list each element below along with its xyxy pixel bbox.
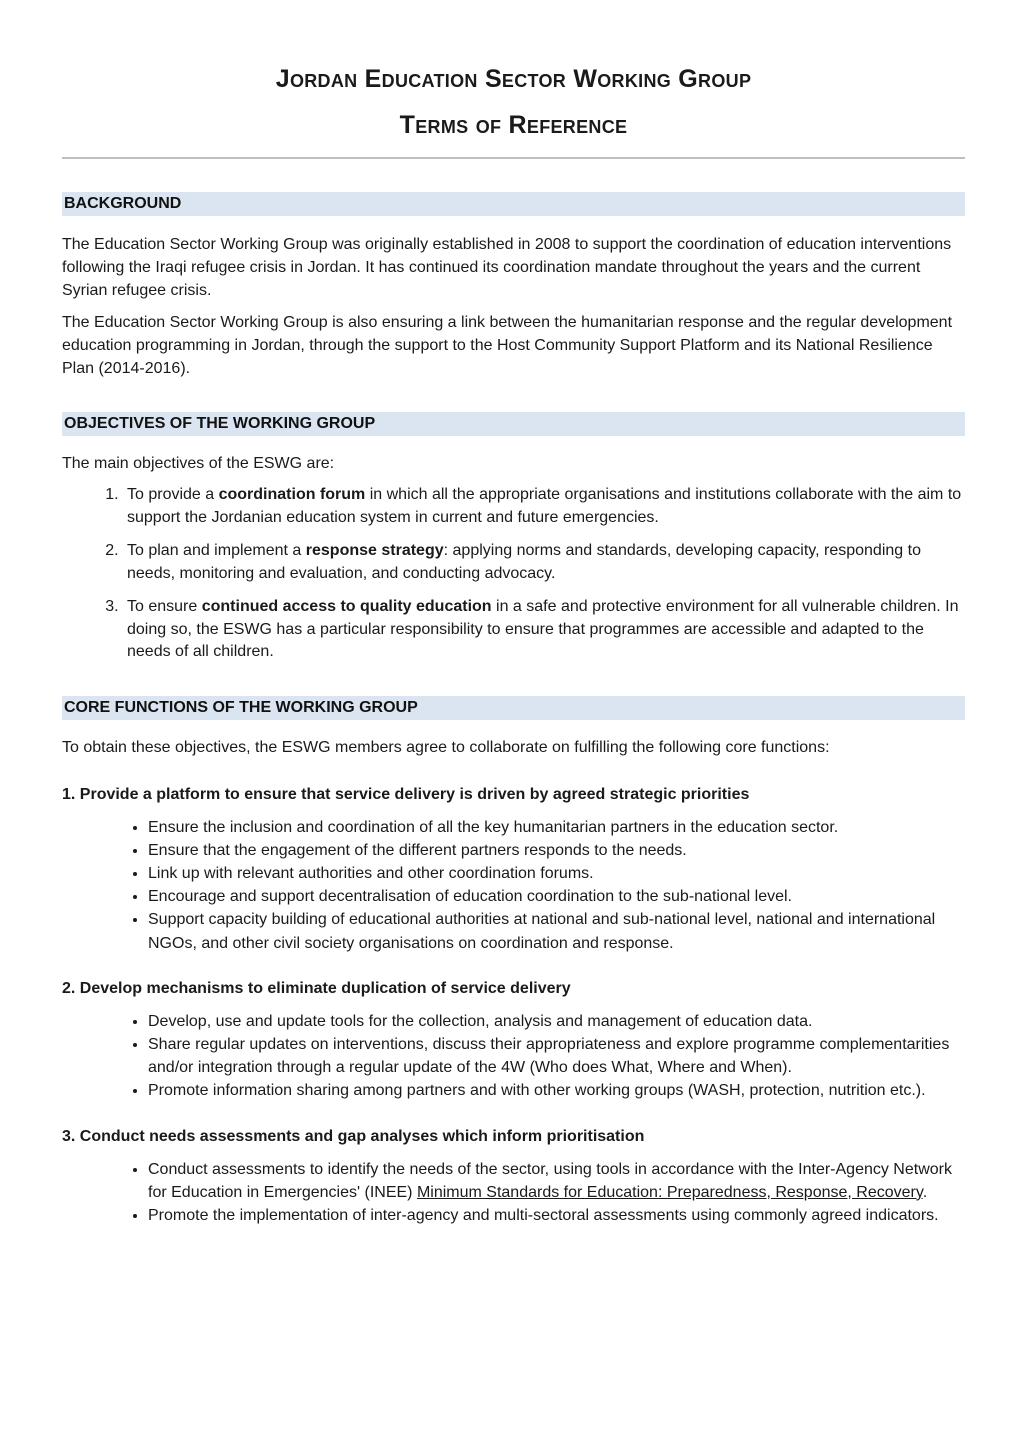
document-title: Jordan Education Sector Working Group: [275, 65, 752, 93]
core-function-3-list: [62, 1158, 965, 1228]
list-item: • Promote information sharing among partners and with other working groups (WASH, protection, nutrition etc.).: [148, 1079, 965, 1102]
objective-item: [123, 484, 965, 529]
objective-item: [123, 540, 965, 585]
core-function-1-list: [62, 816, 965, 955]
objective-bold-term: continued access to quality education: [201, 598, 492, 615]
objective-bold-term: response strategy: [305, 542, 444, 559]
objectives-list: [62, 484, 965, 664]
document-subtitle: Terms of Reference: [399, 111, 628, 139]
list-item: • Support capacity building of educational authorities at national and sub-national level, national and international NGOs, and other civil society organisations on coordination and response.: [148, 908, 965, 954]
list-item: • Encourage and support decentralisation of education coordination to the sub-national level.: [148, 885, 965, 908]
objectives-intro: The main objectives of the ESWG are:: [62, 455, 335, 472]
objective-text: To ensure: [127, 598, 202, 615]
list-item: [148, 1158, 965, 1204]
background-paragraph-1: The Education Sector Working Group was originally established in 2008 to support the coordination of education interventions following the Iraqi refugee crisis in Jordan. It has continued its coordination mandate throughout the years and the current Syrian refugee crisis.: [62, 236, 952, 299]
list-item: • Ensure that the engagement of the different partners responds to the needs.: [148, 839, 965, 862]
list-item: • Link up with relevant authorities and other coordination forums.: [148, 862, 965, 885]
list-item: • Promote the implementation of inter-agency and multi-sectoral assessments using commonly agreed indicators.: [148, 1204, 965, 1227]
core-function-2-title: 2. Develop mechanisms to eliminate duplication of service delivery: [62, 979, 571, 997]
background-paragraph-2: The Education Sector Working Group is also ensuring a link between the humanitarian response and the regular development education programming in Jordan, through the support to the Host Community Support Platform and its National Resilience Plan (2014-2016).: [62, 314, 953, 377]
list-item-text: .: [922, 1183, 928, 1201]
objective-text: To provide a: [127, 486, 219, 503]
objective-bold-term: coordination forum: [218, 486, 366, 503]
list-item: • Develop, use and update tools for the collection, analysis and management of education data.: [148, 1010, 965, 1033]
section-heading-background: BACKGROUND: [62, 192, 965, 216]
document-page: [62, 60, 965, 1227]
objective-text: in which all the appropriate organisations and institutions collaborate with the aim to support the Jordanian education system in current and future emergencies.: [127, 486, 962, 526]
list-item: • Share regular updates on interventions, discuss their appropriateness and explore programme complementarities and/or integration through a regular update of the 4W (Who does What, Where and When).: [148, 1033, 965, 1079]
core-function-1-title: 1. Provide a platform to ensure that service delivery is driven by agreed strategic priorities: [62, 785, 750, 803]
core-function-3-title: 3. Conduct needs assessments and gap analyses which inform prioritisation: [62, 1127, 645, 1145]
core-function-2-list: [62, 1010, 965, 1103]
section-heading-core-functions: CORE FUNCTIONS OF THE WORKING GROUP: [62, 696, 965, 720]
objective-text: in a safe and protective environment for all vulnerable children. In doing so, the ESWG has a particular responsibility to ensure that programmes are accessible and adapted to the needs of all children.: [127, 598, 959, 660]
section-heading-objectives: OBJECTIVES OF THE WORKING GROUP: [62, 412, 965, 436]
title-divider: [62, 157, 965, 159]
core-functions-intro: To obtain these objectives, the ESWG members agree to collaborate on fulfilling the following core functions:: [62, 738, 830, 756]
list-item: • Ensure the inclusion and coordination of all the key humanitarian partners in the education sector.: [148, 816, 965, 839]
inee-standards-link[interactable]: Minimum Standards for Education: Preparedness, Response, Recovery: [416, 1183, 923, 1201]
list-item-text: Conduct assessments to identify the needs of the sector, using tools in accordance with the Inter-Agency Network for Education in Emergencies' (INEE): [148, 1160, 952, 1201]
objective-item: [123, 596, 965, 664]
objective-text: : applying norms and standards, developing capacity, responding to needs, monitoring and evaluation, and conducting advocacy.: [127, 542, 921, 582]
objective-text: To plan and implement a: [127, 542, 306, 559]
